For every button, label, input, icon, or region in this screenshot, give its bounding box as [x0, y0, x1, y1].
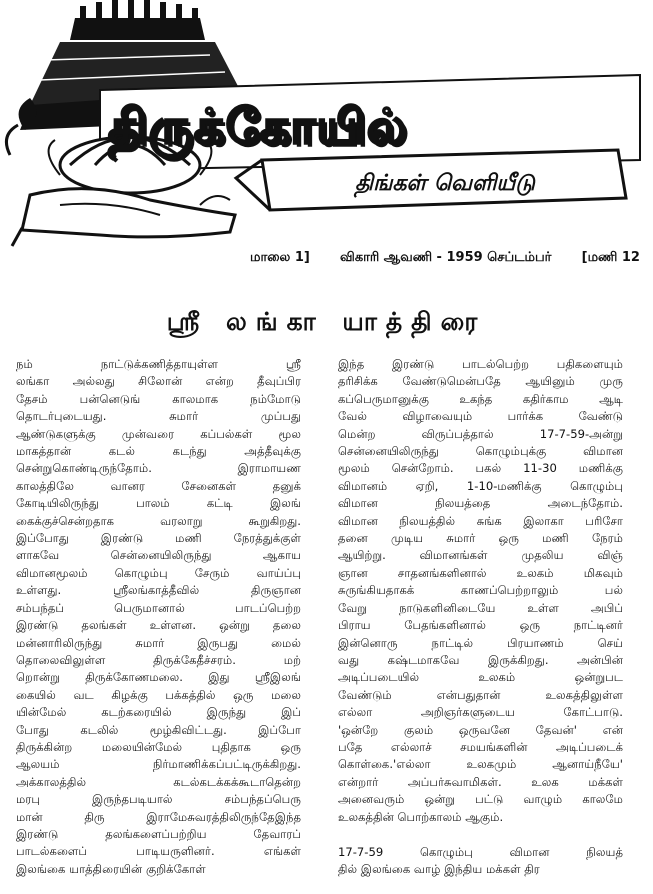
text-line: வேண்டும் என்பதுதான் உலகத்திலுள்ள: [338, 687, 623, 702]
text-line: இன்னொரு நாட்டில் பிரயாணம் செய்: [338, 635, 623, 650]
text-line: இப்போது இரண்டு மணி நேரத்துக்குள்: [16, 531, 301, 546]
text-line: என்றார் அப்பர்சுவாமிகள். உலக மக்கள்: [338, 774, 623, 789]
text-line: சுருங்கியதாகக் காணப்பெற்றாலும் பல்: [338, 583, 623, 598]
text-line: அடிப்படையில் உலகம் ஒன்றுபட: [338, 670, 623, 685]
text-line: தொலைவிலுள்ள திருக்கேதீச்சரம். மற்: [16, 652, 301, 667]
text-line: விமான நிலயத்தை அடைந்தோம்.: [338, 496, 623, 511]
text-line: [338, 826, 623, 844]
text-line: விமான நிலயத்தில் சுங்க இலாகா பரிசோ: [338, 513, 623, 528]
text-line: போது கடலில் மூழ்கிவிட்டது. இப்போ: [16, 722, 301, 737]
magazine-subtitle: திங்கள் வெளியீடு: [355, 171, 535, 196]
text-line: கொள்கை.'எல்லா உலகமும் ஆனாய்நீயே': [338, 757, 623, 772]
text-line: கப்பெருமானுக்கு உகந்த கதிர்காம ஆடி: [338, 391, 623, 406]
left-column: [16, 356, 301, 878]
text-line: உள்ளது. ஸ்ரீலங்காத்தீவில் திருஞான: [16, 583, 301, 598]
text-line: சென்னையிலிருந்து கொழும்புக்கு விமான: [338, 444, 623, 459]
issue-volume: மாலை 1]: [250, 250, 310, 265]
issue-line: [250, 246, 640, 270]
text-line: கோடியிலிருந்து பாலம் கட்டி இலங்: [16, 496, 301, 511]
text-line: இந்த இரண்டு பாடல்பெற்ற பதிகளையும்: [338, 357, 623, 371]
text-line: தொடர்புடையது. சுமார் முப்பது: [16, 409, 301, 424]
text-line: விமானமூலம் கொழும்பு சேரும் வாய்ப்பு: [16, 565, 301, 580]
text-line: அக்காலத்தில் கடல்கடக்கக்கூடாதென்ற: [16, 774, 301, 789]
text-line: விமானம் ஏறி, 1-10-மணிக்கு கொழும்பு: [338, 478, 623, 493]
text-line: வேல் விழாவையும் பார்க்க வேண்டு: [338, 409, 623, 424]
text-line: தேசம் பன்னெடுங் காலமாக நம்மோடு: [16, 391, 301, 406]
text-line: ஆண்டுகளுக்கு முன்வரை கப்பல்கள் மூல: [16, 426, 301, 441]
text-line: நம் நாட்டுக்கணித்தாயுள்ள ஸ்ரீ: [16, 357, 301, 371]
text-line: தில் இலங்கை வாழ் இந்திய மக்கள் திர: [338, 862, 540, 877]
text-line: சம்பந்தப் பெருமானால் பாடப்பெற்ற: [16, 600, 301, 615]
text-line: மரபு இருந்தபடியால் சம்பந்தப்பெரு: [16, 792, 301, 807]
text-line: மூலம் சென்றோம். பகல் 11-30 மணிக்கு: [338, 461, 623, 476]
text-line: யின்மேல் கடற்கரையில் இருந்து இப்: [16, 705, 301, 720]
text-line: கைக்குச்சென்றதாக வரலாறு கூறுகிறது.: [16, 513, 301, 528]
text-line: ஞான சாதனங்களினால் உலகம் மிகவும்: [338, 565, 623, 580]
text-line: ளாகவே சென்னையிலிருந்து ஆகாய: [16, 548, 301, 563]
hand-icon: [12, 189, 235, 246]
text-line: ஆலயம் நிர்மாணிக்கப்பட்டிருக்கிறது.: [16, 757, 301, 772]
right-column: [338, 356, 623, 879]
text-line: வேறு நாடுகளினிடையே உள்ள அபிப்: [338, 600, 623, 615]
text-line: எல்லா அறிஞர்களுடைய கோட்பாடு.: [338, 705, 623, 720]
text-line: திருக்கின்ற மலையின்மேல் புதிதாக ஒரு: [16, 739, 301, 754]
issue-date: விகாரி ஆவணி - 1959 செப்டம்பர்: [340, 250, 552, 265]
text-line: இலங்கை யாத்திரையின் குறிக்கோள்: [16, 861, 206, 876]
text-line: றொன்று திருக்கோணமலை. இது ஸ்ரீஇலங்: [16, 670, 301, 685]
text-line: காலத்திலே வானர சேனைகள் தனுக்: [16, 478, 301, 493]
magazine-title: திருக்கோயில்: [108, 99, 408, 155]
text-line: தரிசிக்க வேண்டுமென்பதே ஆயினும் முரு: [338, 374, 623, 389]
text-line: உலகத்தின் பொற்காலம் ஆகும்.: [338, 809, 504, 824]
article-headline: ஸ்ரீ லங்கா யாத்திரை: [166, 307, 487, 336]
issue-number: [மணி 12: [581, 250, 640, 265]
text-line: அனைவரும் ஒன்று பட்டு வாழும் காலமே: [338, 792, 623, 807]
text-line: தனை முடிய சுமார் ஒரு மணி நேரம்: [338, 531, 623, 546]
text-line: வது கஷ்டமாகவே இருக்கிறது. அன்பின்: [338, 652, 623, 667]
text-line: ஆயிற்று. விமானங்கள் முதலிய விஞ்: [338, 548, 623, 563]
text-line: இரண்டு தலங்கள் உள்ளன. ஒன்று தலை: [16, 618, 301, 633]
text-line: கையில் வட கிழக்கு பக்கத்தில் ஒரு மலை: [16, 687, 301, 702]
text-line: 'ஒன்றே குலம் ஒருவனே தேவன்' என்: [338, 722, 623, 737]
text-line: லங்கா அல்லது சிலோன் என்ற தீவுப்பிர: [16, 374, 301, 389]
text-line: மன்னாரிலிருந்து சுமார் இருபது மைல்: [16, 635, 301, 650]
text-line: பதே எல்லாச் சமயங்களின் அடிப்படைக்: [338, 739, 623, 754]
text-line: சென்றுகொண்டிருந்தோம். இராமாயண: [16, 461, 301, 476]
text-line: பாடல்களைப் பாடியருளினர். எங்கள்: [16, 844, 301, 859]
text-line: பிராய பேதங்களினால் ஒரு நாட்டினர்: [338, 618, 623, 633]
text-line: மென்ற விருப்பத்தால் 17-7-59-அன்று: [338, 426, 623, 441]
text-line: இரண்டு தலங்களைப்பற்றிய தேவாரப்: [16, 826, 301, 841]
masthead: [0, 0, 653, 248]
text-line: 17-7-59 கொழும்பு விமான நிலயத்: [338, 844, 623, 859]
text-line: மாகத்தான் கடல் கடந்து அத்தீவுக்கு: [16, 444, 301, 459]
text-line: மான் திரு இராமேசுவரத்திலிருந்தேஇந்த: [16, 809, 301, 824]
